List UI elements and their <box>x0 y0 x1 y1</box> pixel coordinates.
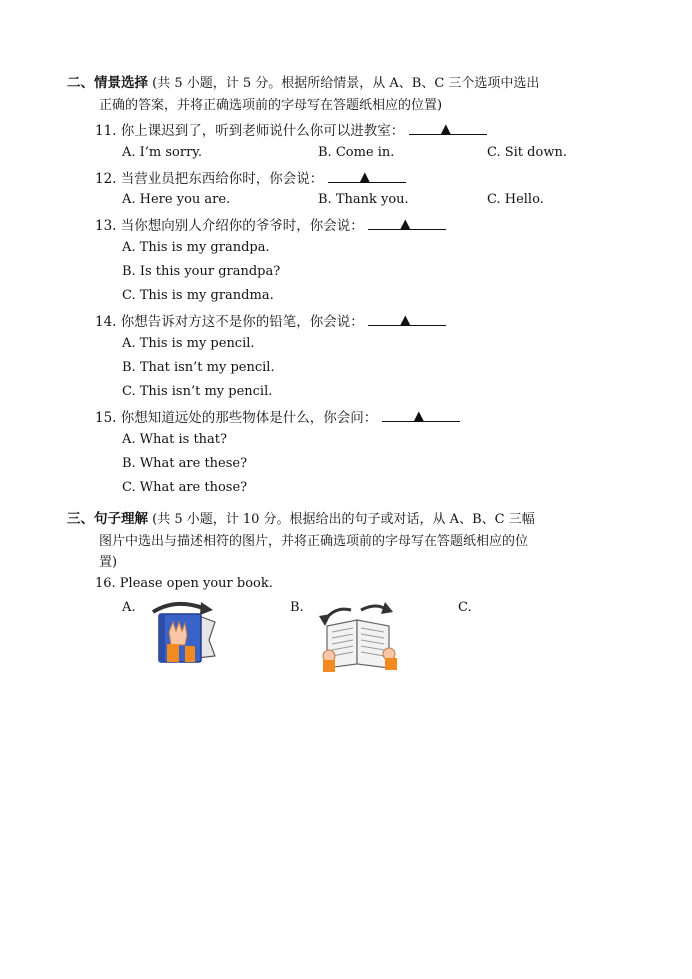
question-13 <box>95 213 446 236</box>
option-b: B. What are these? <box>122 456 248 471</box>
option-a: A. This is my pencil. <box>122 336 255 351</box>
section-instructions: (共 5 小题，计 5 分。根据所给情景，从 A、B、C 三个选项中选出 <box>148 76 540 91</box>
triangle-icon: ▲ <box>400 216 411 232</box>
question-14 <box>95 309 446 332</box>
section-3-heading-line3 <box>99 551 669 574</box>
picture-label-c: C. <box>458 600 472 615</box>
section-3-heading-line2 <box>99 530 669 553</box>
option-c: C. This isn’t my pencil. <box>122 384 273 399</box>
question-stem: 12. 当营业员把东西给你时，你会说： <box>95 171 324 187</box>
triangle-icon: ▲ <box>413 408 424 424</box>
option-a: A. What is that? <box>122 432 227 447</box>
section-2-heading <box>67 72 637 95</box>
answer-blank <box>328 166 406 183</box>
question-stem: 11. 你上课迟到了，听到老师说什么你可以进教室： <box>95 123 405 139</box>
question-12 <box>95 166 406 189</box>
option-a: A. I’m sorry. <box>122 145 203 160</box>
option-a: A. Here you are. <box>122 192 231 207</box>
option-c: C. What are those? <box>122 480 248 495</box>
section-instructions-cont: 图片中选出与描述相符的图片，并将正确选项前的字母写在答题纸相应的位 <box>99 534 529 549</box>
section-title: 情景选择 <box>94 75 148 91</box>
option-c: C. Sit down. <box>487 145 567 160</box>
option-b: B. That isn’t my pencil. <box>122 360 275 375</box>
answer-blank <box>409 118 487 135</box>
answer-blank <box>368 309 446 326</box>
option-c: C. Hello. <box>487 192 544 207</box>
section-2-heading-line2 <box>99 94 669 117</box>
question-16 <box>95 574 273 594</box>
question-stem: 16. Please open your book. <box>95 576 273 591</box>
triangle-icon: ▲ <box>359 169 370 185</box>
question-stem: 15. 你想知道远处的那些物体是什么，你会问： <box>95 410 378 426</box>
section-instructions-cont: 置) <box>99 555 118 570</box>
section-3-heading <box>67 508 637 531</box>
option-a: A. This is my grandpa. <box>122 240 270 255</box>
section-number: 二、 <box>67 75 94 91</box>
question-11 <box>95 118 487 141</box>
section-instructions: (共 5 小题，计 10 分。根据给出的句子或对话，从 A、B、C 三幅 <box>148 512 535 527</box>
option-c: C. This is my grandma. <box>122 288 274 303</box>
option-b: B. Is this your grandpa? <box>122 264 281 279</box>
picture-a-closed-book <box>145 600 223 666</box>
triangle-icon: ▲ <box>400 312 411 328</box>
section-instructions-cont: 正确的答案，并将正确选项前的字母写在答题纸相应的位置) <box>99 98 443 113</box>
picture-b-open-book <box>313 598 403 674</box>
option-b: B. Come in. <box>318 145 395 160</box>
option-b: B. Thank you. <box>318 192 409 207</box>
section-number: 三、 <box>67 511 94 527</box>
answer-blank <box>368 213 446 230</box>
question-stem: 14. 你想告诉对方这不是你的铅笔，你会说： <box>95 314 364 330</box>
question-stem: 13. 当你想向别人介绍你的爷爷时，你会说： <box>95 218 364 234</box>
answer-blank <box>382 405 460 422</box>
triangle-icon: ▲ <box>440 121 451 137</box>
question-15 <box>95 405 460 428</box>
picture-label-a: A. <box>122 600 136 615</box>
section-title: 句子理解 <box>94 511 148 527</box>
picture-label-b: B. <box>290 600 304 615</box>
